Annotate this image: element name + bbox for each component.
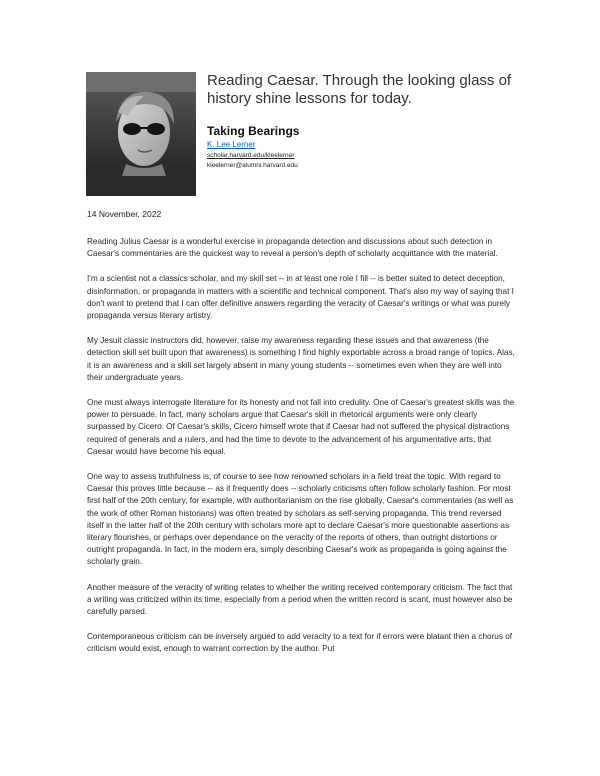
paragraph-1: Reading Julius Caesar is a wonderful exercise in propaganda detection and discussions about such detection in Caesar's commentaries are the quickest way to reveal a person's depth of scholarly acquittance with the material. [87, 237, 498, 259]
author-email: kleelerner@alumni.harvard.edu [207, 162, 298, 169]
author-photo [86, 72, 196, 196]
author-name-link[interactable]: K. Lee Lerner [207, 140, 256, 149]
paragraph-7: Contemporaneous criticism can be inversely argued to add veracity to a text for if errors were blatant then a chorus of criticism would exist, enough to warrant correction by the author. Put [87, 632, 513, 654]
publication-date: 14 November, 2022 [87, 209, 162, 219]
paragraph-5: One way to assess truthfulness is, of course to see how renowned scholars in a field treat the topic. With regard to Caesar this proves little because -- as it frequently does -- scholarly criticisms often follow scholarly fashion. For most first half of the 20th century, for example, with authoritarianism on the rise globally, Caesar's commentaries (as well as the work of other Roman historians) was often treated by scholars as self-serving propaganda. This trend reversed itself in the latter half of the 20th century with scholars more apt to declare Caesar's more questionable assertions as literary flourishes, or perhaps over dependance on the veracity of the reports of others, than outright distortions or outright propaganda. In fact, in the modern era, simply describing Caesar's work as propaganda is going against the scholarly grain. [87, 472, 514, 567]
paragraph-4: One must always interrogate literature for its honesty and not fall into credulity. One of Caesar's greatest skills was the power to persuade. In fact, many scholars argue that Caesar's skill in rhetorical arguments were only clearly surpassed by Cicero. Of Caesar's skills, Cicero himself wrote that if Caesar had not suffered the physical distractions required of generals and a rulers, and had the time to devote to the advancement of his argumentative arts, that Caesar would have become his equal. [87, 398, 515, 456]
paragraph-2: I'm a scientist not a classics scholar, and my skill set -- in at least one role I fill -- is better suited to detect deception, disinformation, or propaganda in matters with a scientific and technical component. That's also my way of saying that I don't want to pretend that I can offer definitive answers regarding the veracity of Caesar's writings or what was purely propaganda versus literary artistry. [87, 274, 514, 321]
article-body [87, 236, 517, 669]
paragraph-6: Another measure of the veracity of writing relates to whether the writing received contemporary criticism. The fact that a writing was criticized within its time, especially from a period when the written record is scant, must however also be carefully parsed. [87, 582, 513, 617]
column-name: Taking Bearings [207, 124, 300, 138]
paragraph-3: My Jesuit classic instructors did, however, raise my awareness regarding these issues and that awareness (the detection skill set built upon that awareness) is something I find highly exportable across a broad range of topics. Alas, it is an awareness and a skill set largely absent in many young students -- sometimes even when they are well into their undergraduate years. [87, 336, 515, 382]
author-website-link[interactable]: scholar.harvard.edu/kleelerner [207, 152, 295, 159]
article-title: Reading Caesar. Through the looking glass of history shine lessons for today. [207, 72, 512, 107]
